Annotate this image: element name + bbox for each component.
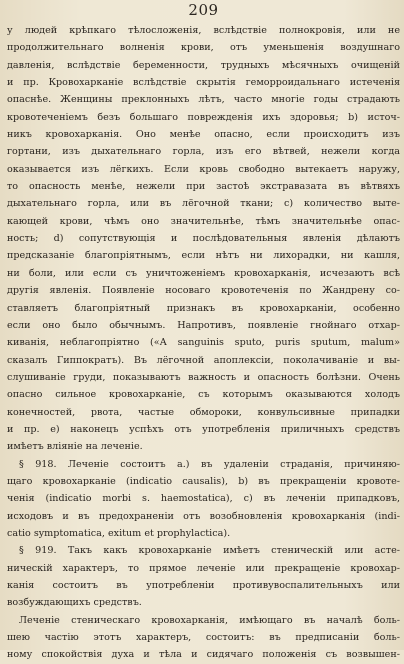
text-line: ность; d) сопутствующія и послѣдовательныя явленія дѣлаютъ: [7, 233, 400, 245]
page-number: 209: [188, 1, 219, 19]
text-line: ни боли, или если съ уничтоженіемъ кровохарканія, исчезаютъ всѣ: [7, 267, 400, 279]
text-line: оказывается изъ лёгкихъ. Если кровь свободно вытекаетъ наружу,: [7, 163, 400, 175]
text-line: ченія (indicatio morbi s. haemostatica), c) въ леченіи припадковъ,: [7, 493, 400, 505]
text-line: канія состоитъ въ употребленіи противувоспалительныхъ или: [7, 580, 400, 591]
text-line: и пр. e) наконецъ успѣхъ отъ употребленія приличныхъ средствъ: [7, 423, 400, 435]
text-line: § 918. Леченіе состоитъ а.) въ удаленіи страданія, причиняю-: [19, 458, 400, 470]
text-line: шею частію этотъ характеръ, состоитъ: въ предписаніи боль-: [7, 632, 400, 644]
text-line: другія явленія. Появленіе носоваго кровотеченія по Жандрену со-: [7, 285, 400, 297]
text-line: опаснѣе. Женщины преклонныхъ лѣтъ, часто многіе годы страдають: [7, 94, 400, 106]
text-line: возбуждающихъ средствъ.: [7, 597, 142, 609]
text-line: Леченіе стеническаго кровохарканія, имѣющаго въ началѣ боль-: [19, 614, 400, 626]
text-line: ническій характеръ, то прямое леченіе или прекращеніе кровохар-: [7, 562, 400, 574]
text-line: опасно сильное кровохарканіе, съ которымъ оказываются холодъ: [7, 389, 400, 401]
text-line: дыхательнаго горла, или въ лёгочной ткани; c) количество выте-: [7, 198, 400, 210]
text-line: имѣетъ вліяніе на леченіе.: [7, 441, 143, 453]
text-line: у людей крѣпкаго тѣлосложенія, вслѣдствіе полнокровія, или не: [7, 25, 400, 36]
text-line: если оно было обычнымъ. Напротивъ, появленіе гнойнаго отхар-: [7, 319, 400, 331]
text-line: исходовъ и въ предохраненіи отъ возобновленія кровохарканія (indi-: [7, 510, 400, 522]
text-line: кающей крови, чѣмъ оно значительнѣе, тѣмъ значительнѣе опас-: [7, 215, 400, 227]
text-line: catio symptomatica, exitum et prophylactica).: [7, 527, 231, 539]
text-line: предсказаніе благопріятнымъ, если нѣтъ ни лихорадки, ни кашля,: [7, 250, 400, 262]
page-text: [7, 22, 400, 664]
text-line: ному спокойствія духа и тѣла и сидячаго положенія съ возвышен-: [7, 649, 400, 661]
text-line: § 919. Такъ какъ кровохарканіе имѣетъ стеническій или асте-: [19, 545, 400, 557]
text-line: кровотеченіемъ безъ большаго поврежденія ихъ здоровья; b) источ-: [7, 111, 400, 123]
text-line: давленія, вслѣдствіе беременности, трудныхъ мѣсячныхъ очищеній: [7, 59, 400, 71]
text-line: то опасность менѣе, нежели при застоѣ экстравазата въ вѣтвяхъ: [7, 181, 400, 193]
text-line: ставляетъ благопріятный признакъ въ кровохарканіи, особенно: [7, 302, 400, 314]
text-line: сказалъ Гиппократъ). Въ лёгочной апоплексіи, поколачиваніе и вы-: [7, 354, 400, 366]
text-line: конечностей, рвота, частые обмороки, конвульсивные припадки: [7, 406, 400, 418]
text-line: щаго кровохарканіе (indicatio causalis), b) въ прекращеніи кровоте-: [7, 475, 400, 487]
text-line: продолжительнаго волненія крови, отъ уменьшенія воздушнаго: [7, 42, 400, 54]
text-line: киванія, неблагопріятно («А sanguinis sputo, puris sputum, malum»: [7, 337, 400, 349]
text-line: слушиваніе груди, показываютъ важность и опасность болѣзни. Очень: [7, 371, 400, 383]
text-line: гортани, изъ дыхательнаго горла, изъ его вѣтвей, нежели когда: [7, 146, 400, 158]
text-line: никъ кровохарканія. Оно менѣе опасно, если происходитъ изъ: [7, 129, 400, 141]
text-line: и пр. Кровохарканіе вслѣдствіе скрытія геморроидальнаго истеченія: [7, 77, 400, 89]
